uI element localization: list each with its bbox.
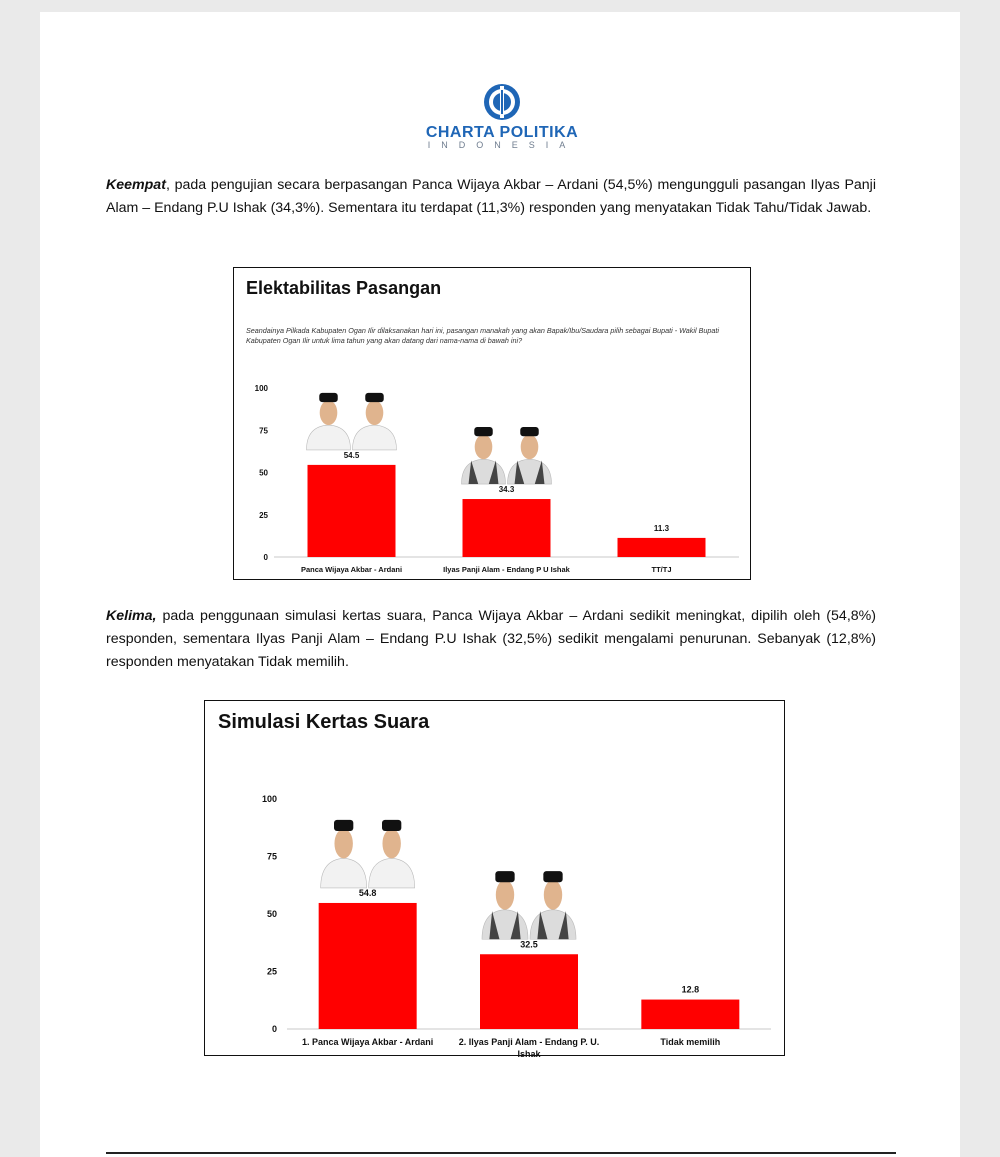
y-tick-label: 0: [263, 553, 268, 562]
bar: [319, 903, 417, 1029]
person-kopiah: [334, 820, 353, 831]
person-face: [334, 829, 352, 859]
category-label: Ishak: [517, 1049, 541, 1057]
person-face: [382, 829, 400, 859]
y-tick-label: 25: [266, 966, 277, 977]
person-face: [366, 400, 384, 425]
candidate-photo-2a: [462, 427, 506, 484]
paragraph-text: , pada pengujian secara berpasangan Panca Wijaya Akbar – Ardani (54,5%) mengungguli pasangan Ilyas Panji Alam – Endang P.U Ishak (34,3%). Sementara itu terdapat (11,3%) responden yang menyatakan Tidak Tahu/Tidak Jawab.: [106, 177, 876, 216]
chart-title: Simulasi Kertas Suara: [218, 711, 430, 733]
candidate-photo-2a: [482, 871, 528, 939]
candidate-photo-1b: [353, 393, 397, 450]
charta-politika-logo: [412, 82, 592, 162]
paragraph-lead: Keempat: [106, 177, 166, 193]
person-kopiah: [495, 871, 514, 882]
bar: [618, 538, 706, 557]
person-body: [462, 459, 506, 484]
candidate-photo-1a: [307, 393, 351, 450]
category-label: Ilyas Panji Alam - Endang P U Ishak: [443, 565, 570, 574]
person-kopiah: [319, 393, 337, 402]
y-tick-label: 0: [271, 1024, 277, 1034]
y-tick-label: 50: [266, 909, 277, 919]
person-body: [508, 459, 552, 484]
y-tick-label: 75: [266, 851, 277, 862]
bar: [308, 465, 396, 557]
paragraph-kelima: [106, 605, 876, 674]
person-body: [307, 425, 351, 450]
person-body: [321, 858, 367, 888]
person-kopiah: [474, 427, 492, 436]
logo-name: CHARTA POLITIKA: [425, 124, 579, 141]
person-kopiah: [365, 393, 383, 402]
bar: [463, 499, 551, 557]
data-label: 11.3: [653, 523, 670, 533]
person-face: [521, 434, 539, 459]
person-kopiah: [520, 427, 538, 436]
chart-plot-area: [205, 701, 786, 1057]
data-label: 54.5: [343, 450, 360, 460]
chart-plot-area: [234, 268, 752, 581]
data-label: 54.8: [358, 887, 377, 898]
logo-subtitle: INDONESIA: [427, 140, 577, 150]
data-label: 12.8: [681, 984, 700, 995]
person-face: [475, 434, 493, 459]
person-body: [482, 910, 528, 940]
chart-elektabilitas-pasangan: [233, 267, 751, 580]
chart-simulasi-kertas-suara: [204, 700, 785, 1056]
category-label: Tidak memilih: [660, 1037, 721, 1047]
data-label: 32.5: [520, 939, 538, 950]
person-kopiah: [543, 871, 562, 882]
person-face: [496, 880, 514, 910]
bar: [480, 954, 578, 1029]
person-body: [353, 425, 397, 450]
y-tick-label: 100: [254, 384, 268, 393]
candidate-photo-2b: [508, 427, 552, 484]
candidate-photo-1b: [369, 820, 415, 888]
chart-title: Elektabilitas Pasangan: [246, 278, 442, 298]
person-body: [530, 910, 576, 940]
person-body: [369, 858, 415, 888]
data-label: 34.3: [498, 485, 515, 495]
candidate-photo-2b: [530, 871, 576, 939]
paragraph-lead: Kelima,: [106, 608, 157, 624]
y-tick-label: 50: [259, 468, 268, 478]
person-face: [544, 880, 562, 910]
bar: [641, 1000, 739, 1029]
person-face: [320, 400, 338, 425]
y-tick-label: 100: [261, 794, 277, 804]
footer-divider: [106, 1152, 896, 1154]
paragraph-text: pada penggunaan simulasi kertas suara, Panca Wijaya Akbar – Ardani sedikit meningkat, dipilih oleh (54,8%) responden, sementara Ilyas Panji Alam – Endang P.U Ishak (32,5%) sedikit mengalami penurunan. Sebanyak (12,8%) responden menyatakan Tidak memilih.: [106, 608, 876, 670]
candidate-photo-1a: [321, 820, 367, 888]
y-tick-label: 25: [259, 510, 268, 520]
category-label: Panca Wijaya Akbar - Ardani: [300, 565, 403, 574]
category-label: 2. Ilyas Panji Alam - Endang P. U.: [458, 1037, 600, 1047]
logo-emblem-icon: [482, 82, 522, 122]
chart-subtitle: Seandainya Pilkada Kabupaten Ogan Ilir dilaksanakan hari ini, pasangan manakah yang akan Bapak/Ibu/Saudara pilih sebagai Bupati - Wakil Bupati Kabupaten Ogan Ilir untuk lima tahun yang akan datang dari nama-nama di bawah ini?: [246, 326, 719, 345]
paragraph-keempat: [106, 174, 876, 220]
category-label: 1. Panca Wijaya Akbar - Ardani: [302, 1037, 434, 1047]
category-label: TT/TJ: [651, 565, 672, 574]
y-tick-label: 75: [259, 426, 268, 436]
person-kopiah: [382, 820, 401, 831]
document-page: [40, 12, 960, 1157]
